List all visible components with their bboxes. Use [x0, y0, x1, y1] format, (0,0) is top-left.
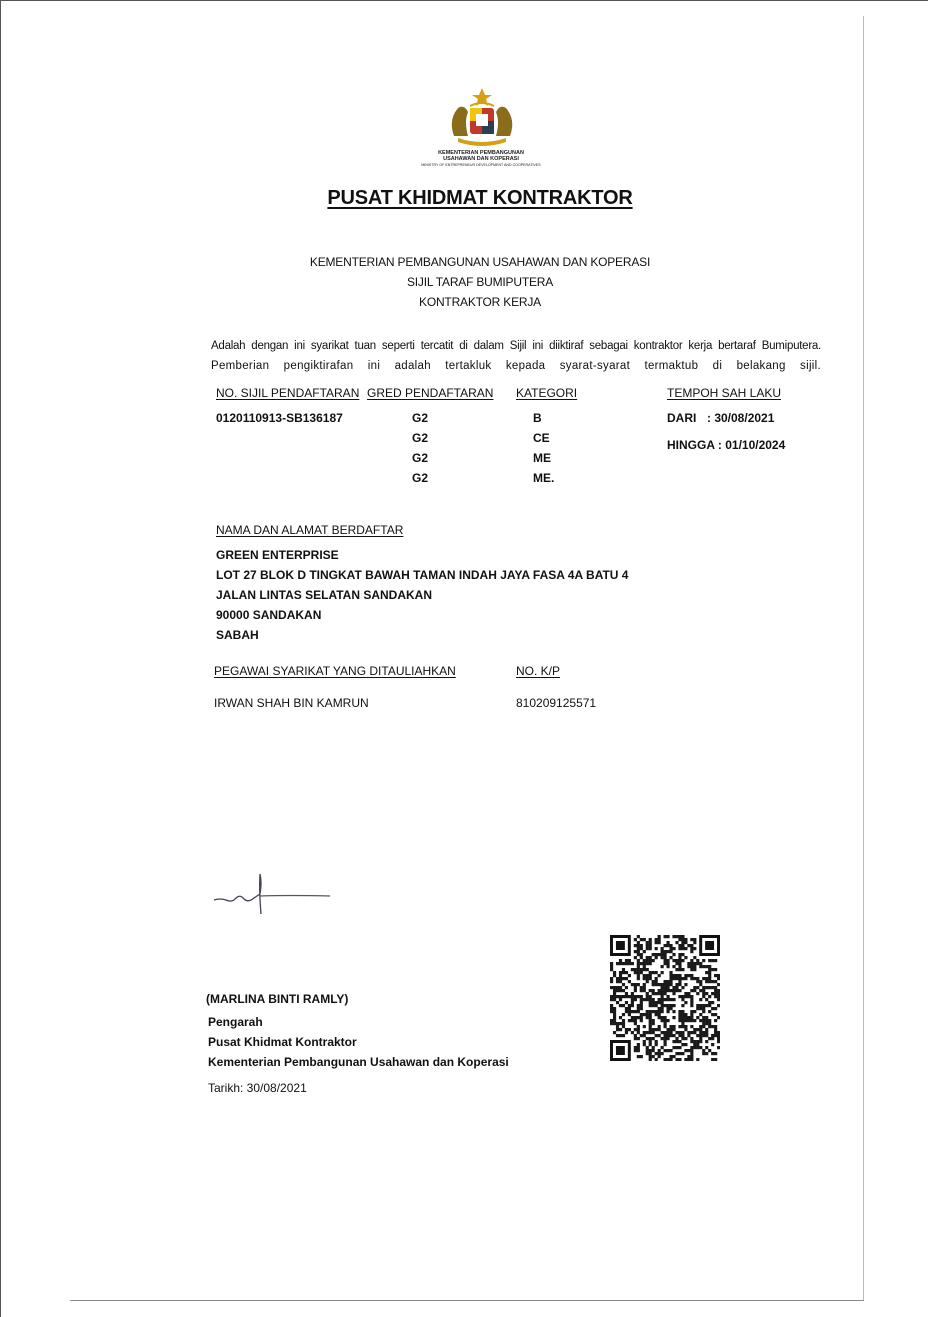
- page-border-left: [0, 0, 1, 1317]
- signatory-date: Tarikh: 30/08/2021: [208, 1081, 307, 1095]
- officer-id: 810209125571: [516, 696, 597, 710]
- page-border-right: [863, 16, 864, 1301]
- grade-row: G2: [412, 451, 429, 465]
- category-row: ME: [533, 451, 551, 465]
- header-grade: GRED PENDAFTARAN: [367, 386, 494, 400]
- statement-line2: Pemberian pengiktirafan ini adalah tertakluk kepada syarat-syarat termaktub di belakang sijil.: [211, 360, 821, 372]
- validity-from-value: : 30/08/2021: [707, 411, 775, 425]
- logo-text-line2: USAHAWAN DAN KOPERASI: [443, 156, 519, 162]
- validity-from-label: DARI: [667, 411, 697, 425]
- signatory-department: Pusat Khidmat Kontraktor: [208, 1035, 357, 1049]
- page-border-bottom: [70, 1300, 864, 1301]
- officer-id-header: NO. K/P: [516, 664, 561, 678]
- grade-row: G2: [412, 471, 429, 485]
- qr-code-icon: [610, 935, 720, 1061]
- logo-text-line1: KEMENTERIAN PEMBANGUNAN: [438, 150, 524, 156]
- signature-icon: [210, 870, 335, 915]
- officer-header: PEGAWAI SYARIKAT YANG DITAULIAHKAN: [214, 664, 456, 678]
- signatory-name: (MARLINA BINTI RAMLY): [206, 992, 349, 1006]
- document-title: PUSAT KHIDMAT KONTRAKTOR: [327, 187, 633, 209]
- signatory-ministry: Kementerian Pembangunan Usahawan dan Koperasi: [208, 1055, 509, 1069]
- page-border-top: [0, 0, 928, 1]
- category-row: B: [533, 411, 542, 425]
- address-line1: LOT 27 BLOK D TINGKAT BAWAH TAMAN INDAH JAYA FASA 4A BATU 4: [216, 568, 629, 582]
- address-line3: 90000 SANDAKAN: [216, 608, 322, 622]
- validity-until: HINGGA : 01/10/2024: [667, 438, 786, 452]
- grade-row: G2: [412, 431, 429, 445]
- header-validity: TEMPOH SAH LAKU: [667, 386, 782, 400]
- coat-of-arms-icon: [440, 86, 524, 150]
- category-row: ME.: [533, 471, 555, 485]
- officer-name: IRWAN SHAH BIN KAMRUN: [214, 696, 369, 710]
- address-line2: JALAN LINTAS SELATAN SANDAKAN: [216, 588, 432, 602]
- category-row: CE: [533, 431, 550, 445]
- registration-number: 0120110913-SB136187: [216, 411, 343, 425]
- address-line4: SABAH: [216, 628, 259, 642]
- ministry-name: KEMENTERIAN PEMBANGUNAN USAHAWAN DAN KOPERASI: [309, 255, 651, 269]
- header-category: KATEGORI: [516, 386, 578, 400]
- contractor-category: KONTRAKTOR KERJA: [419, 295, 541, 309]
- grade-row: G2: [412, 411, 429, 425]
- company-name: GREEN ENTERPRISE: [216, 548, 339, 562]
- header-registration-no: NO. SIJIL PENDAFTARAN: [216, 386, 360, 400]
- statement-line1: Adalah dengan ini syarikat tuan seperti tercatit di dalam Sijil ini diiktiraf sebagai kontraktor kerja bertaraf Bumiputera.: [211, 340, 821, 352]
- certificate-type: SIJIL TARAF BUMIPUTERA: [406, 275, 554, 289]
- ministry-logo-text: [400, 150, 562, 168]
- signatory-position: Pengarah: [208, 1015, 263, 1029]
- address-header: NAMA DAN ALAMAT BERDAFTAR: [216, 523, 404, 537]
- logo-text-line3: MINISTRY OF ENTREPRENEUR DEVELOPMENT AND COOPERATIVES: [421, 163, 541, 167]
